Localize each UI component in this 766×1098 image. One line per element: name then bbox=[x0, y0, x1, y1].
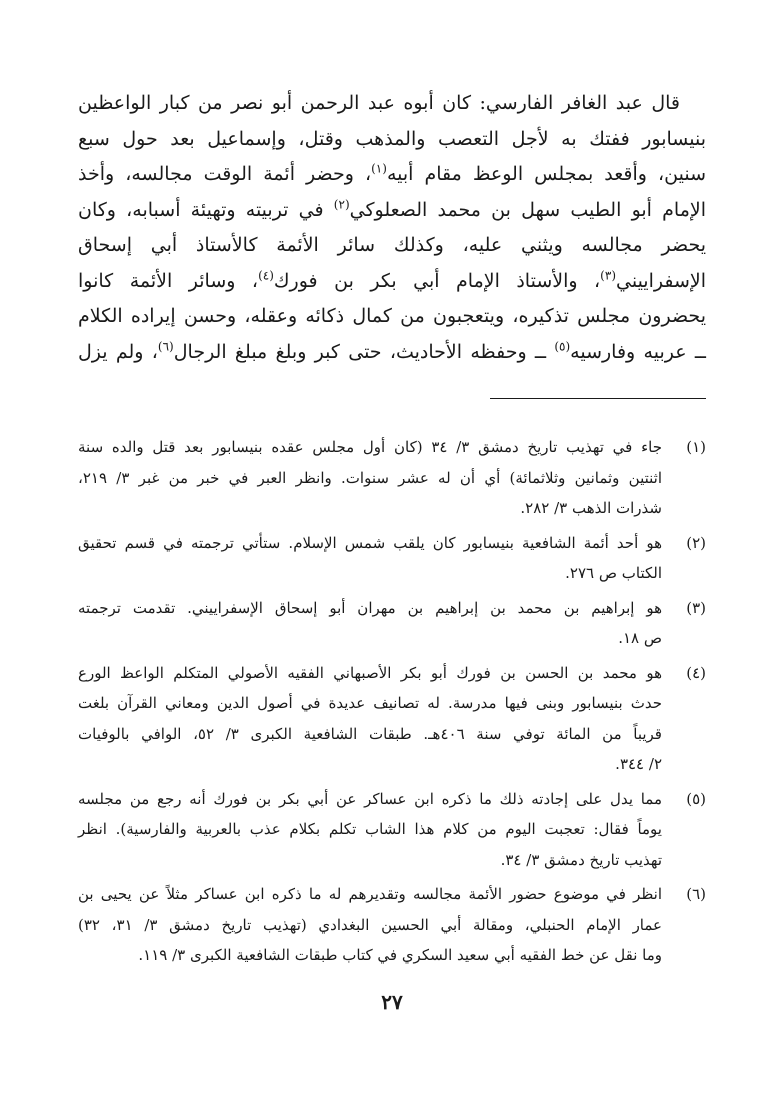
footnote bbox=[78, 879, 706, 971]
body-text-line: بنيسابور ففتك به لأجل التعصب والمذهب وقتل، وإسماعيل بعد حول سبع bbox=[78, 127, 706, 150]
body-text-line: سنين، وأقعد بمجلس الوعظ مقام أبيه$^{(١)}$، وحضر أئمة الوقت مجالسه، وأخذ bbox=[78, 161, 706, 185]
footnote bbox=[78, 658, 706, 780]
body-text-line: قال عبد الغافر الفارسي: كان أبوه عبد الرحمن أبو نصر من كبار الواعظين bbox=[78, 92, 680, 114]
body-text-line: يحضرون مجلس تذكيره، ويتعجبون من كمال ذكائه وعقله، وحسن إيراده الكلام bbox=[78, 305, 706, 327]
footnote-text bbox=[78, 658, 662, 780]
footnote-line: قريباً من المائة توفي سنة ٤٠٦هـ. طبقات الشافعية الكبرى ٣/ ٥٢، الوافي بالوفيات bbox=[78, 724, 662, 743]
body-text-line: الإمام أبو الطيب سهل بن محمد الصعلوكي$^{(٢)}$ في تربيته وتهيئة أسبابه، وكان bbox=[78, 197, 706, 221]
body-text-line: الإسفراييني$^{(٣)}$، والأستاذ الإمام أبي بكر بن فورك$^{(٤)}$، وسائر الأئمة كانوا bbox=[78, 268, 706, 292]
footnote-line: ص ١٨. bbox=[618, 629, 662, 647]
footnote-number: (٥) bbox=[686, 789, 706, 808]
footnote bbox=[78, 432, 706, 524]
footnote-reference: (٢) bbox=[333, 197, 350, 212]
footnote-divider bbox=[490, 398, 706, 399]
footnote-line: هو أحد أئمة الشافعية بنيسابور كان يلقب شمس الإسلام. ستأتي ترجمته في قسم تحقيق bbox=[78, 533, 662, 552]
footnote bbox=[78, 528, 706, 589]
footnote-reference: (١) bbox=[371, 161, 387, 176]
footnote-line: عمار الإمام الحنبلي، ومقالة أبي الحسين البغدادي (تهذيب تاريخ دمشق ٣/ ٣١، ٣٢) bbox=[78, 915, 662, 934]
footnote-line: الكتاب ص ٢٧٦. bbox=[565, 564, 662, 582]
footnote-number: (٣) bbox=[686, 598, 706, 617]
footnote-text bbox=[78, 432, 662, 524]
footnote-reference: (٥) bbox=[554, 339, 571, 354]
footnote-line: تهذيب تاريخ دمشق ٣/ ٣٤. bbox=[500, 850, 662, 869]
footnote-reference: (٦) bbox=[157, 339, 174, 354]
footnote-line: ٢/ ٣٤٤. bbox=[615, 755, 662, 773]
footnote-line: شذرات الذهب ٣/ ٢٨٢. bbox=[520, 499, 662, 517]
footnote-line: وما نقل عن خط الفقيه أبي سعيد السكري في كتاب طبقات الشافعية الكبرى ٣/ ١١٩. bbox=[138, 946, 662, 964]
footnotes-section bbox=[78, 432, 706, 975]
footnote-reference: (٤) bbox=[258, 268, 274, 283]
footnote-line: حدث بنيسابور وبنى فيها مدرسة. له تصانيف عديدة في أصول الدين ومعاني القرآن بلغت bbox=[78, 694, 662, 712]
footnote-number: (٦) bbox=[686, 885, 706, 903]
page-number: ٢٧ bbox=[381, 990, 403, 1014]
footnote-line: اثنتين وثمانين وثلاثمائة) أي أن له عشر سنوات. وانظر العبر في خبر من غبر ٣/ ٢١٩، bbox=[78, 468, 663, 487]
footnote-number: (١) bbox=[686, 438, 706, 456]
footnote-line: هو محمد بن الحسن بن فورك أبو بكر الأصبهاني الفقيه الأصولي المتكلم الواعظ الورع bbox=[78, 663, 662, 682]
body-text-line: ــ عربيه وفارسيه$^{(٥)}$ ــ وحفظه الأحاديث، حتى كبر وبلغ مبلغ الرجال$^{(٦)}$، ولم يزل bbox=[78, 339, 706, 363]
footnote-line: جاء في تهذيب تاريخ دمشق ٣/ ٣٤ (كان أول مجلس عقده بنيسابور بعد قتل والده سنة bbox=[78, 438, 662, 456]
footnote-number: (٢) bbox=[686, 533, 706, 552]
footnote-reference: (٣) bbox=[600, 268, 616, 283]
footnote-text bbox=[78, 784, 662, 876]
footnote-text bbox=[78, 528, 662, 589]
footnote-text bbox=[78, 879, 662, 971]
body-text-line: يحضر مجالسه ويثني عليه، وكذلك سائر الأئمة كالأستاذ أبي إسحاق bbox=[78, 234, 706, 256]
footnote-line: مما يدل على إجادته ذلك ما ذكره ابن عساكر عن أبي بكر بن فورك أنه رجع من مجلسه bbox=[78, 789, 662, 808]
footnote-text bbox=[78, 593, 662, 654]
footnote bbox=[78, 784, 706, 876]
footnote-line: انظر في موضوع حضور الأئمة مجالسه وتقديرهم له ما ذكره ابن عساكر مثلاً عن يحيى بن bbox=[78, 885, 662, 903]
footnote-number: (٤) bbox=[686, 663, 706, 682]
footnote bbox=[78, 593, 706, 654]
footnote-line: هو إبراهيم بن محمد بن إبراهيم بن مهران أبو إسحاق الإسفراييني. تقدمت ترجمته bbox=[78, 598, 662, 617]
footnote-line: يوماً فقال: تعجبت اليوم من كلام هذا الشاب تكلم بكلام عذب بالعربية والفارسية). انظر bbox=[78, 820, 662, 838]
document-page bbox=[78, 86, 706, 1098]
body-text bbox=[78, 86, 706, 370]
